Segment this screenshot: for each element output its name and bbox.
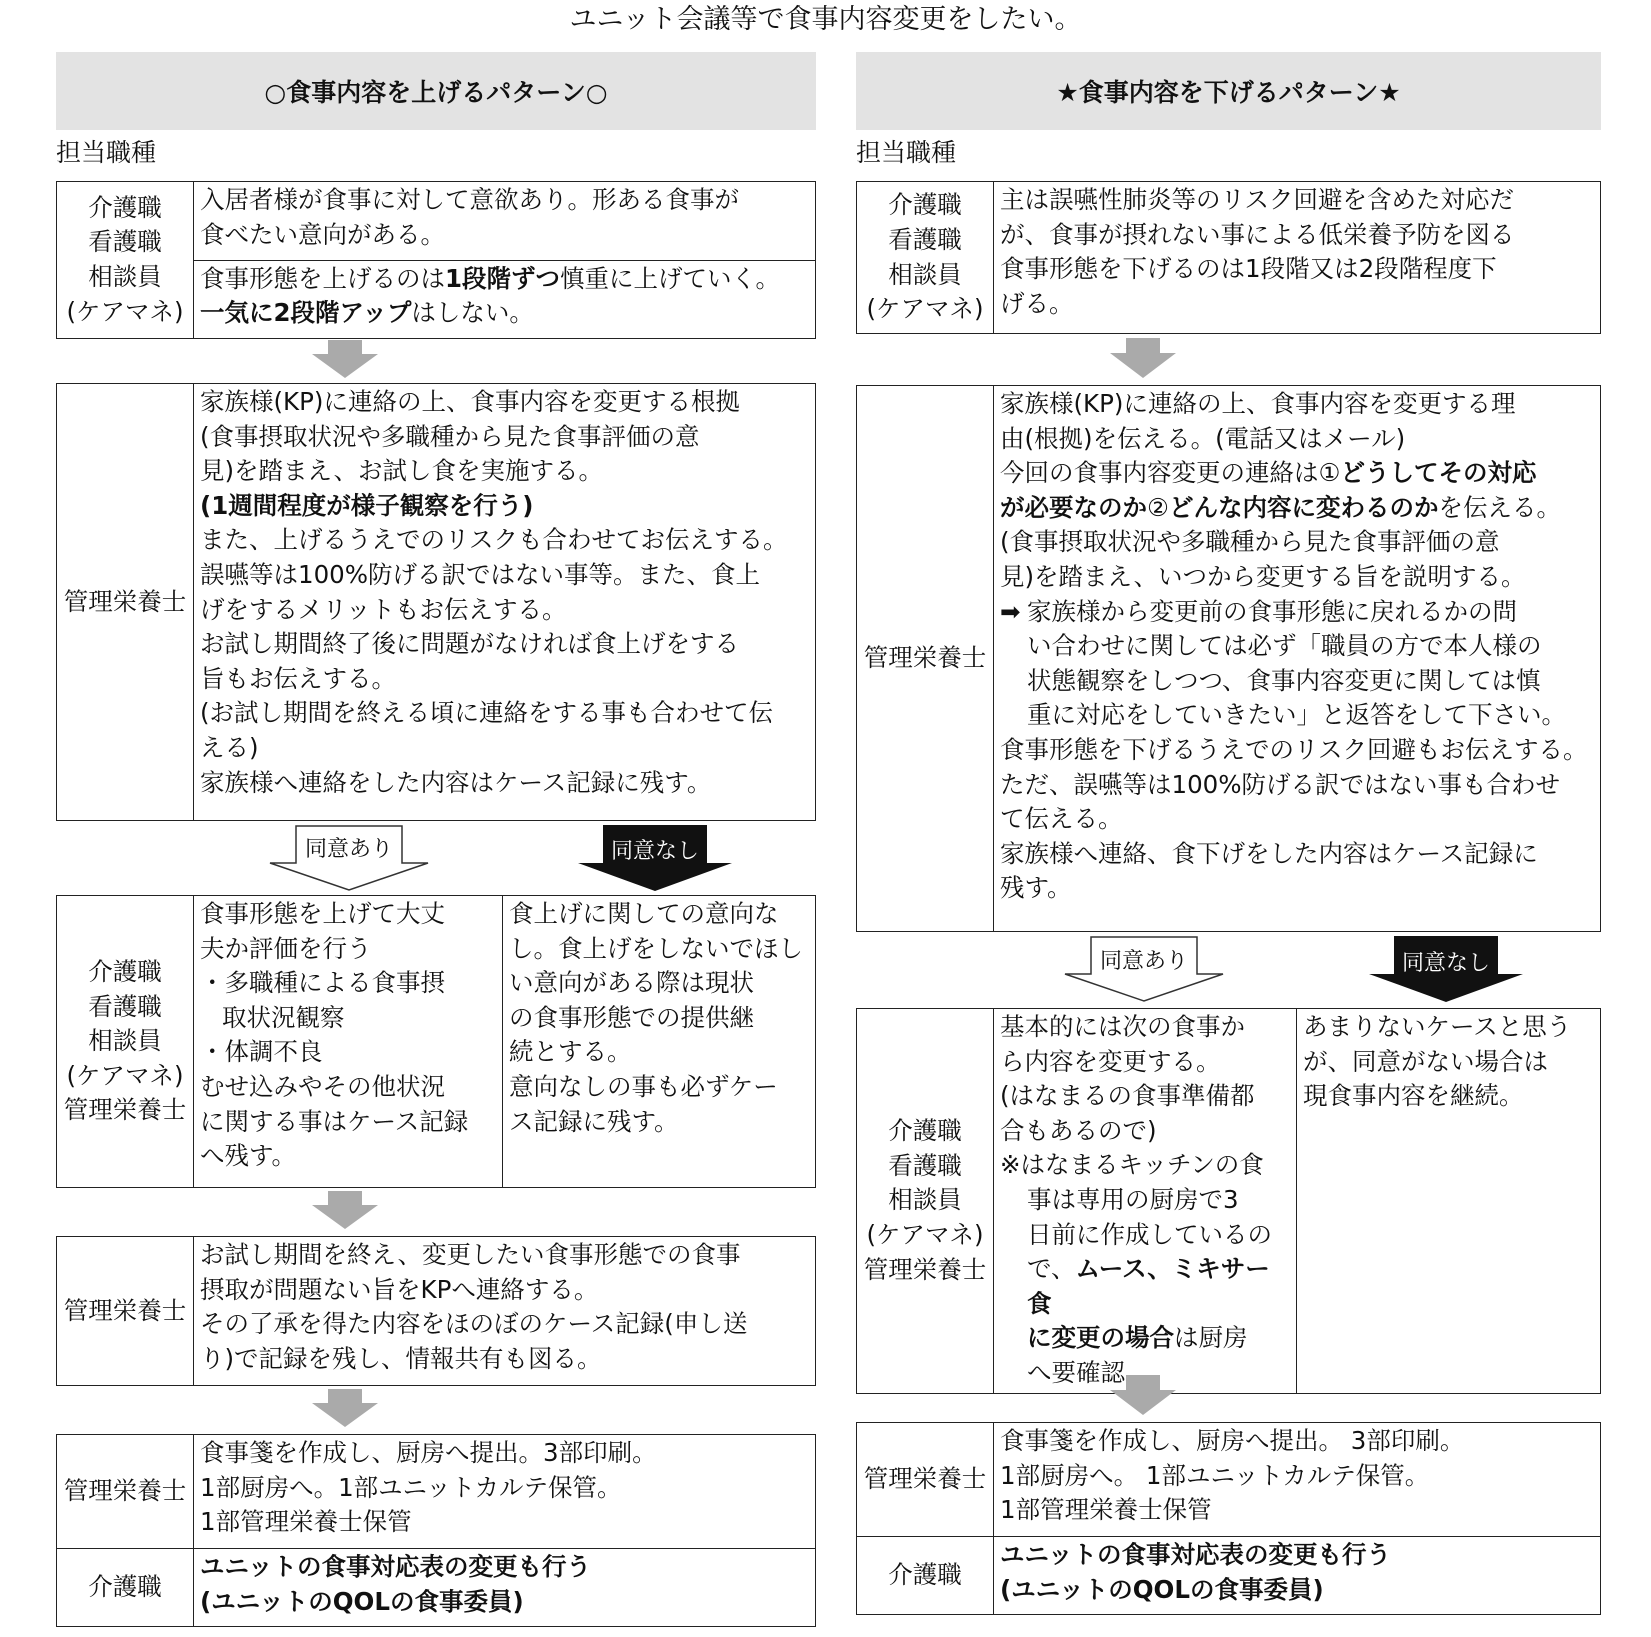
left-down-arrow-1: [310, 340, 380, 380]
right-disagree-label: 同意なし: [1401, 951, 1490, 976]
left-step4-box: [56, 1236, 816, 1386]
right-agree-label: 同意あり: [1099, 949, 1188, 974]
right-role-label: 担当職種: [856, 138, 957, 167]
left-step2-role: 管理栄養士: [57, 384, 194, 821]
right-step5-text-b: ユニットの食事対応表の変更も行う (ユニットのQOLの食事委員): [994, 1537, 1601, 1615]
right-step5-role-b: 介護職: [857, 1537, 994, 1615]
right-step2-text: 家族様(KP)に連絡の上、食事内容を変更する理 由(根拠)を伝える。(電話又はメール) 今回の食事内容変更の連絡は①どうしてその対応 が必要なのか②どんな内容に変わるのかを伝える。 (食事摂取状況や多職種から見た食事評価の意 見)を踏まえ、いつから変更する旨を説明する。 ➡ 家族様から変更前の食事形態に戻れるかの問 い合わせに関しては必ず「職員の方で本人様の 状態観察をしつつ、食事内容変更に関しては慎 重に対応をしていきたい」と返答をして下さい。 食事形態を下げるうえでのリスク回避もお伝えする。 ただ、誤嚥等は100%防げる訳ではない事も合わせ て伝える。 家族様へ連絡、食下げをした内容はケース記録に 残す。: [994, 386, 1601, 932]
right-step1-text: 主は誤嚥性肺炎等のリスク回避を含めた対応だ が、食事が摂れない事による低栄養予防を図る 食事形態を下げるのは1段階又は2段階程度下 げる。: [994, 182, 1601, 334]
right-down-arrow-2: [1108, 1375, 1178, 1417]
right-step5-text-a: 食事箋を作成し、厨房へ提出。 3部印刷。 1部厨房へ。 1部ユニットカルテ保管。 1部管理栄養士保管: [994, 1423, 1601, 1537]
right-step5-box: [856, 1422, 1601, 1615]
left-agree-label: 同意あり: [304, 837, 393, 862]
left-step5-box: [56, 1434, 816, 1627]
left-step5-role-b: 介護職: [57, 1549, 194, 1627]
right-step5-role-a: 管理栄養士: [857, 1423, 994, 1537]
left-step2-text: 家族様(KP)に連絡の上、食事内容を変更する根拠 (食事摂取状況や多職種から見た食事評価の意 見)を踏まえ、お試し食を実施する。 (1週間程度が様子観察を行う) また、上げるうえでのリスクも合わせてお伝えする。 誤嚥等は100%防げる訳ではない事等。また、食上 げをするメリットもお伝えする。 お試し期間終了後に問題がなければ食上げをする 旨もお伝えする。 (お試し期間を終える頃に連絡をする事も合わせて伝 える) 家族様へ連絡をした内容はケース記録に残す。: [194, 384, 816, 821]
left-step1-roles: 介護職 看護職 相談員 (ケアマネ): [57, 182, 194, 339]
left-header: ○食事内容を上げるパターン○: [56, 52, 816, 130]
right-step3-roles: 介護職 看護職 相談員 (ケアマネ) 管理栄養士: [857, 1009, 994, 1394]
right-step1-box: [856, 181, 1601, 334]
left-step4-role: 管理栄養士: [57, 1237, 194, 1386]
right-header: ★食事内容を下げるパターン★: [856, 52, 1601, 130]
left-step1-box: [56, 181, 816, 339]
left-step3-roles: 介護職 看護職 相談員 (ケアマネ) 管理栄養士: [57, 896, 194, 1188]
left-step5-text-b: ユニットの食事対応表の変更も行う (ユニットのQOLの食事委員): [194, 1549, 816, 1627]
left-step2-box: [56, 383, 816, 821]
right-down-arrow-1: [1108, 338, 1178, 380]
right-step3-agree-text: 基本的には次の食事か ら内容を変更する。 (はなまるの食事準備都 合もあるので) ※はなまるキッチンの食 事は専用の厨房で3 日前に作成しているの で、ムース、ミキサー食 に変更の場合は厨房 へ要確認: [994, 1009, 1297, 1394]
right-step2-role: 管理栄養士: [857, 386, 994, 932]
left-step3-agree-text: 食事形態を上げて大丈 夫か評価を行う ・多職種による食事摂 取状況観察 ・体調不良 むせ込みやその他状況 に関する事はケース記録 へ残す。: [194, 896, 503, 1188]
right-step2-box: [856, 385, 1601, 932]
left-step5-text-a: 食事箋を作成し、厨房へ提出。3部印刷。 1部厨房へ。1部ユニットカルテ保管。 1部管理栄養士保管: [194, 1435, 816, 1549]
right-arrow-mark: ➡: [1000, 596, 1021, 626]
left-step1-text-b: 食事形態を上げるのは1段階ずつ慎重に上げていく。 一気に2段階アップはしない。: [194, 260, 816, 339]
left-disagree-label: 同意なし: [610, 839, 699, 864]
right-step3-box: [856, 1008, 1601, 1394]
right-step1-roles: 介護職 看護職 相談員 (ケアマネ): [857, 182, 994, 334]
left-step3-box: [56, 895, 816, 1188]
left-down-arrow-2: [310, 1191, 380, 1231]
left-step3-disagree-text: 食上げに関しての意向な し。食上げをしないでほし い意向がある際は現状 の食事形態での提供継 続とする。 意向なしの事も必ずケー ス記録に残す。: [503, 896, 816, 1188]
left-step4-text: お試し期間を終え、変更したい食事形態での食事 摂取が問題ない旨をKPへ連絡する。 その了承を得た内容をほのぼのケース記録(申し送 り)で記録を残し、情報共有も図る。: [194, 1237, 816, 1386]
left-step1-text-a: 入居者様が食事に対して意欲あり。形ある食事が 食べたい意向がある。: [194, 182, 816, 261]
right-step3-disagree-text: あまりないケースと思う が、同意がない場合は 現食事内容を継続。: [1297, 1009, 1601, 1394]
left-step5-role-a: 管理栄養士: [57, 1435, 194, 1549]
left-down-arrow-3: [310, 1389, 380, 1429]
page-title: ユニット会議等で食事内容変更をしたい。: [569, 4, 1082, 35]
left-role-label: 担当職種: [56, 138, 157, 167]
